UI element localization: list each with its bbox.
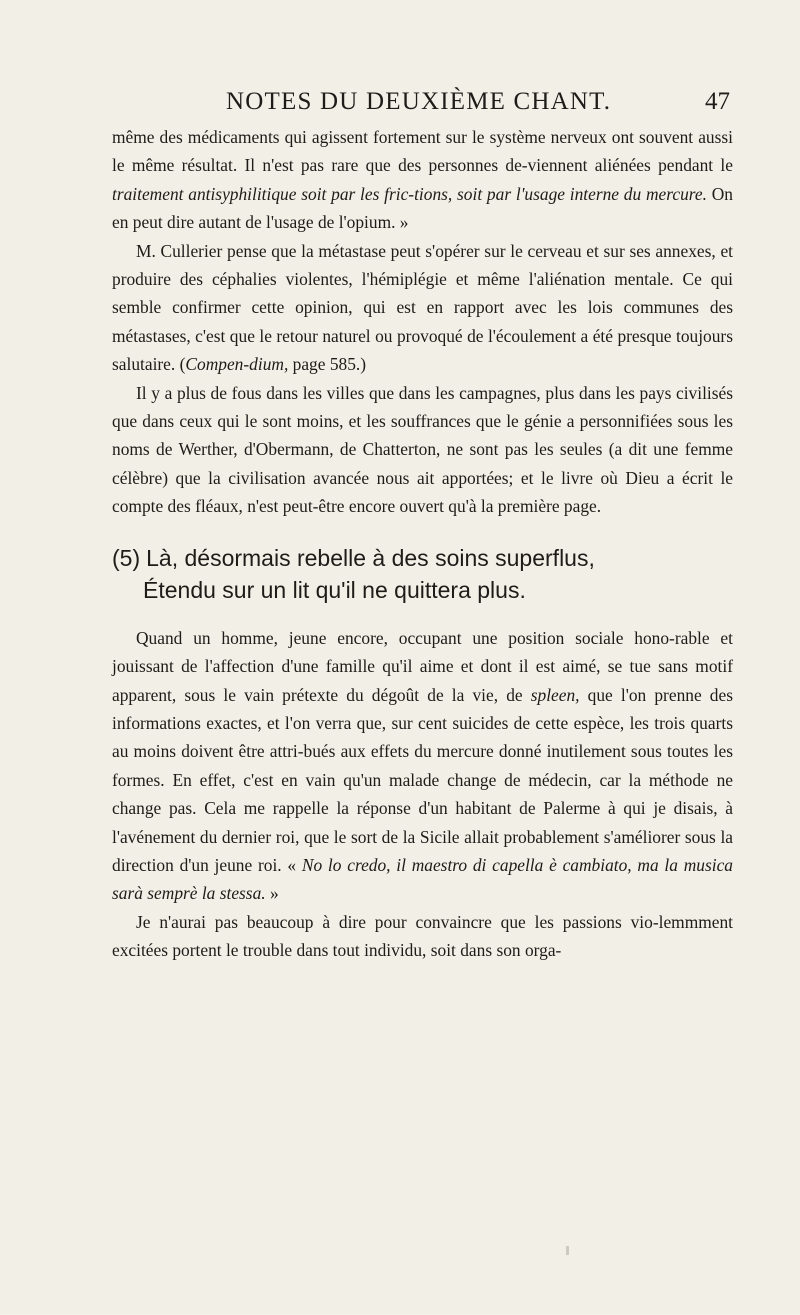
page-number: 47 (705, 88, 730, 115)
paragraph-text: que l'on prenne des informations exactes, et l'on verra que, sur cent suicides de cette espèce, les trois quarts au moins doivent être attri-bués aux effets du mercure donné inutilement sous toutes les formes. En effet, c'est en vain qu'un malade change de médecin, car la méthode ne change pas. Cela me rappelle la réponse d'un habitant de Palerme à qui je disais, à l'avénement du dernier roi, que le sort de la Sicile allait probablement s'améliorer sous la direction d'un jeune roi. « (112, 684, 733, 875)
italic-citation: Compen-dium, (185, 354, 289, 375)
paragraph-text: » (265, 883, 279, 904)
paragraph-text: Quand un homme, jeune encore, occupant une position sociale hono-rable et jouissant de l'affection d'une famille qu'il aime et dont il est aimé, se tue sans motif apparent, sous le vain prétexte du dégoût de la vie, de (112, 627, 733, 705)
body-text (112, 123, 733, 965)
paragraph-medicaments (112, 123, 733, 237)
paragraph-text: même des médicaments qui agissent fortement sur le système nerveux ont souvent aussi le même résultat. Il n'est pas rare que des personnes de-viennent aliénées pendant le (112, 127, 733, 176)
verse-text: Là, désormais rebelle à des soins superflus, (146, 544, 595, 571)
paragraph-passions: Je n'aurai pas beaucoup à dire pour convaincre que les passions vio-lemmment excitées portent le trouble dans tout individu, soit dans son orga- (112, 911, 733, 961)
note-number: (5) (112, 544, 141, 571)
paragraph-text: M. Cullerier pense que la métastase peut s'opérer sur le cerveau et sur ses annexes, et produire des céphalies violentes, l'hémiplégie et même l'aliénation mentale. Ce qui semble confirmer cette opinion, qui est en rapport avec les lois communes des métastases, c'est que le retour naturel ou provoqué de l'écoulement a été presque toujours salutaire. ( (112, 240, 733, 375)
running-title: NOTES DU DEUXIÈME CHANT. (226, 88, 612, 115)
paragraph-text: page 585.) (288, 354, 367, 375)
italic-word: spleen, (530, 684, 580, 705)
page-header (226, 88, 730, 118)
verse-line-1 (112, 542, 733, 574)
paragraph-cullerier (112, 237, 733, 379)
paper-mark (566, 1246, 569, 1255)
italic-quotation: No lo credo, il maestro di capella è cambiato, ma la musica sarà semprè la stessa. (112, 854, 733, 904)
paragraph-suicide (112, 624, 733, 908)
paragraph-civilisation: Il y a plus de fous dans les villes que dans les campagnes, plus dans les pays civilisés que dans ceux qui le sont moins, et les souffrances que le génie a personnifiées sous les noms de Werther, d'Obermann, de Chatterton, ne sont pas les seules (a dit une femme célèbre) que la civilisation avancée nous ait apportées; et le livre où Dieu a écrit le compte des fléaux, n'est peut-être encore ouvert qu'à la première page. (112, 382, 733, 517)
verse-quotation (112, 542, 733, 606)
italic-phrase: traitement antisyphilitique soit par les fric-tions, soit par l'usage interne du mercure. (112, 183, 707, 204)
paragraph-text: On en peut dire autant de l'usage de l'opium. » (112, 183, 733, 233)
verse-line-2: Étendu sur un lit qu'il ne quittera plus. (143, 576, 526, 603)
